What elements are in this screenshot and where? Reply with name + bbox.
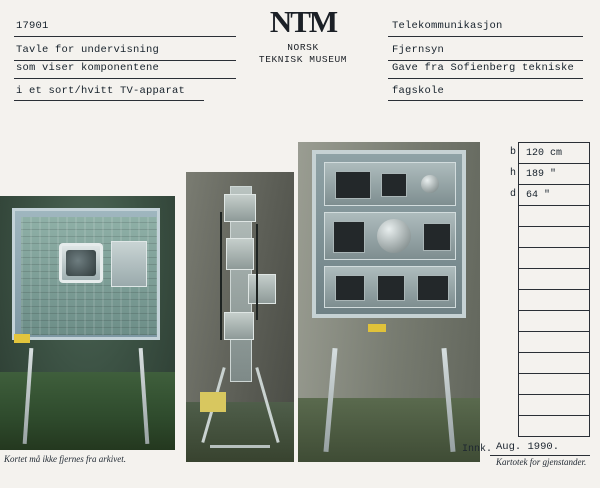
table-row <box>519 248 590 269</box>
dimension-value-10 <box>519 332 590 353</box>
rule-right-4 <box>388 100 583 101</box>
catalog-number: 17901 <box>16 20 49 32</box>
description-line-2: som viser komponentene <box>16 62 160 74</box>
table-row <box>519 290 590 311</box>
photo-left-tv-screen <box>59 243 103 283</box>
dimension-table <box>518 142 590 437</box>
photo-right-row-2 <box>324 212 456 260</box>
dimension-value-13 <box>519 395 590 416</box>
rule-right-2 <box>388 60 583 61</box>
table-row <box>519 374 590 395</box>
rule-footer <box>490 455 590 456</box>
table-row <box>519 311 590 332</box>
photo-mid <box>186 172 294 462</box>
photo-right-cabinet <box>312 150 466 318</box>
photo-right-component-5 <box>335 275 365 301</box>
subject-line-2: Fjernsyn <box>392 44 445 56</box>
photo-right-row-1 <box>324 162 456 206</box>
provenance-line-2: fagskole <box>392 85 445 97</box>
photo-mid-tripod-base <box>210 445 270 448</box>
dimension-label-h: h <box>509 168 516 179</box>
table-row <box>519 332 590 353</box>
museum-logo <box>243 6 363 66</box>
dimension-value-7 <box>519 269 590 290</box>
table-row <box>519 416 590 437</box>
table-row <box>519 185 590 206</box>
photo-right-component-7 <box>417 275 449 301</box>
rule-left-4 <box>14 100 204 101</box>
photo-right-component-2 <box>381 173 407 197</box>
photo-left <box>0 196 175 450</box>
card-header <box>0 0 600 110</box>
photo-mid-module-2 <box>226 238 254 270</box>
table-row <box>519 227 590 248</box>
photo-mid-cable-2 <box>256 224 258 320</box>
description-line-3: i et sort/hvitt TV-apparat <box>16 85 186 97</box>
photo-mid-module-1 <box>224 194 256 222</box>
photo-left-control-panel <box>111 241 147 287</box>
photo-mid-module-4 <box>224 312 254 340</box>
dimension-value-11 <box>519 353 590 374</box>
archive-system-note: Kartotek for gjenstander. <box>496 457 587 467</box>
rule-right-1 <box>388 36 583 37</box>
dimension-value-8 <box>519 290 590 311</box>
dimension-value-h: 189 " <box>519 164 590 185</box>
rule-right-3 <box>388 78 583 79</box>
archive-note: Kortet må ikke fjernes fra arkivet. <box>4 454 126 464</box>
rule-left-3 <box>14 78 236 79</box>
dimension-value-4 <box>519 206 590 227</box>
dimension-labels <box>500 142 516 205</box>
photo-right-knob-1 <box>421 175 439 193</box>
dimension-value-d: 64 " <box>519 185 590 206</box>
photo-right-row-3 <box>324 266 456 308</box>
photo-right-crt-tube <box>377 219 411 253</box>
dimension-label-b: b <box>509 147 516 158</box>
table-row <box>519 395 590 416</box>
table-row <box>519 353 590 374</box>
photo-mid-module-3 <box>248 274 276 304</box>
museum-name-line-2: TEKNISK MUSEUM <box>258 54 348 65</box>
dimension-value-14 <box>519 416 590 437</box>
table-row <box>519 206 590 227</box>
acquired-label: Innk. <box>462 444 493 455</box>
photo-left-label-tag <box>14 334 30 343</box>
subject-line-1: Telekommunikasjon <box>392 20 503 32</box>
photo-right-component-3 <box>333 221 365 253</box>
photo-right-component-6 <box>377 275 405 301</box>
acquired-date: Aug. 1990. <box>496 441 560 453</box>
table-row <box>519 164 590 185</box>
dimension-value-6 <box>519 248 590 269</box>
dimension-value-12 <box>519 374 590 395</box>
dimension-label-d: d <box>509 189 516 200</box>
photo-right-component-4 <box>423 223 451 251</box>
museum-monogram: NTM <box>269 4 337 39</box>
dimension-value-b: 120 cm <box>519 143 590 164</box>
rule-left-1 <box>14 36 236 37</box>
provenance-line-1: Gave fra Sofienberg tekniske <box>392 62 575 74</box>
photo-right-component-1 <box>335 171 371 199</box>
photo-left-cabinet <box>12 208 160 340</box>
dimension-value-9 <box>519 311 590 332</box>
dimension-value-5 <box>519 227 590 248</box>
description-line-1: Tavle for undervisning <box>16 44 160 56</box>
photo-mid-cable-1 <box>220 212 222 340</box>
rule-left-2 <box>14 60 236 61</box>
museum-name-line-1: NORSK <box>287 42 319 53</box>
photo-mid-yellow-box <box>200 392 226 412</box>
table-row <box>519 143 590 164</box>
photo-right-label-tag <box>368 324 386 332</box>
table-row <box>519 269 590 290</box>
photo-right <box>298 142 480 462</box>
